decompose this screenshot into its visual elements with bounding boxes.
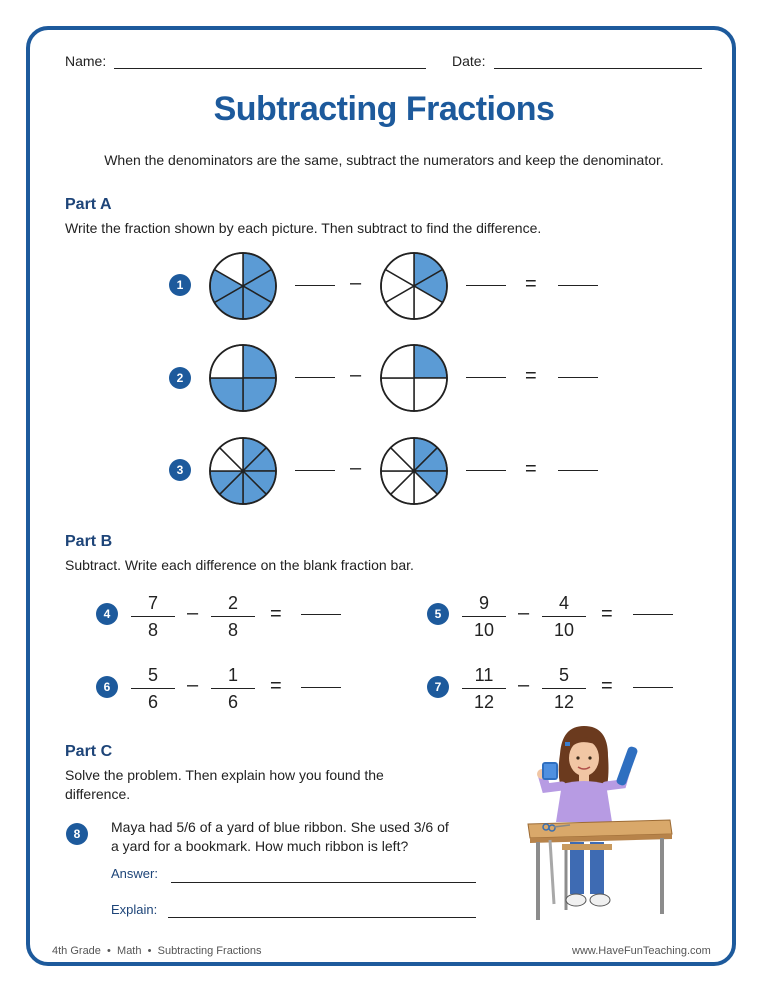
footer-grade: 4th Grade [52, 945, 101, 957]
part-c-instruction-line-1: Solve the problem. Then explain how you found the [65, 767, 384, 783]
answer-blank[interactable] [633, 614, 673, 615]
answer-label: Answer: [111, 866, 158, 881]
girl-at-desk-illustration [522, 724, 682, 924]
denominator: 10 [553, 620, 575, 640]
numerator: 11 [474, 665, 494, 685]
numerator: 4 [558, 593, 569, 613]
fraction-bar [542, 616, 586, 617]
fraction-circle-3a [208, 436, 278, 506]
fraction [462, 592, 506, 641]
fraction-bar [131, 688, 175, 689]
numerator: 9 [478, 593, 489, 613]
equals-sign: = [601, 675, 613, 697]
denominator: 8 [147, 620, 158, 640]
fraction [211, 664, 255, 713]
fraction-circle-3b [379, 436, 449, 506]
footer-website[interactable]: www.HaveFunTeaching.com [572, 945, 711, 957]
answer-blank[interactable] [466, 470, 506, 471]
part-b-title: Part B [65, 533, 113, 550]
equals-sign: = [525, 273, 537, 295]
problem-number-badge: 8 [66, 823, 88, 845]
answer-blank[interactable] [295, 285, 335, 286]
fraction [131, 664, 175, 713]
answer-blank[interactable] [558, 285, 598, 286]
fraction-bar [211, 688, 255, 689]
part-c-title: Part C [65, 743, 113, 760]
part-a-title: Part A [65, 196, 112, 213]
date-field[interactable] [494, 68, 702, 69]
denominator: 8 [227, 620, 238, 640]
word-problem-line-1: Maya had 5/6 of a yard of blue ribbon. She used 3/6 of [111, 819, 449, 835]
part-a-instruction: Write the fraction shown by each picture. Then subtract to find the difference. [65, 220, 542, 236]
fraction-bar [211, 616, 255, 617]
minus-sign: – [518, 602, 530, 624]
fraction-circle-2a [208, 343, 278, 413]
name-label: Name: [65, 53, 107, 69]
minus-sign: – [187, 674, 199, 696]
footer-bullet: • [107, 945, 111, 957]
page-subtitle: When the denominators are the same, subtract the numerators and keep the denominator. [104, 152, 664, 168]
numerator: 5 [558, 665, 569, 685]
fraction [211, 592, 255, 641]
numerator: 7 [147, 593, 158, 613]
answer-blank[interactable] [295, 377, 335, 378]
answer-blank[interactable] [466, 377, 506, 378]
word-problem-line-2: a yard for a bookmark. How much ribbon is left? [111, 838, 409, 854]
minus-sign: – [350, 457, 362, 479]
denominator: 12 [553, 692, 575, 712]
answer-blank[interactable] [301, 614, 341, 615]
equals-sign: = [270, 603, 282, 625]
part-b-instruction: Subtract. Write each difference on the blank fraction bar. [65, 557, 414, 573]
problem-number-badge: 4 [96, 603, 118, 625]
answer-blank[interactable] [558, 470, 598, 471]
answer-blank[interactable] [466, 285, 506, 286]
fraction-circle-2b [379, 343, 449, 413]
fraction [462, 664, 506, 713]
problem-number-badge: 3 [169, 459, 191, 481]
denominator: 6 [147, 692, 158, 712]
problem-number-badge: 6 [96, 676, 118, 698]
explain-field[interactable] [168, 917, 476, 918]
equals-sign: = [525, 365, 537, 387]
answer-field[interactable] [171, 882, 476, 883]
answer-blank[interactable] [633, 687, 673, 688]
minus-sign: – [187, 602, 199, 624]
part-c-instruction-line-2: difference. [65, 786, 131, 802]
answer-blank[interactable] [295, 470, 335, 471]
denominator: 10 [473, 620, 495, 640]
fraction-bar [462, 616, 506, 617]
problem-number-badge: 2 [169, 367, 191, 389]
footer-bullet: • [147, 945, 152, 957]
footer-topic: Subtracting Fractions [157, 945, 262, 957]
equals-sign: = [270, 675, 282, 697]
equals-sign: = [601, 603, 613, 625]
date-label: Date: [452, 53, 486, 69]
explain-label: Explain: [111, 902, 158, 917]
denominator: 12 [473, 692, 495, 712]
denominator: 6 [227, 692, 238, 712]
footer-breadcrumb [52, 945, 262, 957]
minus-sign: – [350, 272, 362, 294]
name-field[interactable] [114, 68, 426, 69]
fraction [542, 664, 586, 713]
fraction-bar [131, 616, 175, 617]
footer-subject: Math [117, 945, 142, 957]
minus-sign: – [518, 674, 530, 696]
problem-number-badge: 7 [427, 676, 449, 698]
answer-blank[interactable] [558, 377, 598, 378]
problem-number-badge: 5 [427, 603, 449, 625]
fraction-circle-1b [379, 251, 449, 321]
problem-number-badge: 1 [169, 274, 191, 296]
numerator: 5 [147, 665, 158, 685]
numerator: 1 [227, 665, 238, 685]
page-title: Subtracting Fractions [213, 90, 555, 128]
minus-sign: – [350, 364, 362, 386]
fraction-bar [462, 688, 506, 689]
fraction [542, 592, 586, 641]
fraction-circle-1a [208, 251, 278, 321]
fraction-bar [542, 688, 586, 689]
fraction [131, 592, 175, 641]
answer-blank[interactable] [301, 687, 341, 688]
equals-sign: = [525, 458, 537, 480]
numerator: 2 [227, 593, 238, 613]
